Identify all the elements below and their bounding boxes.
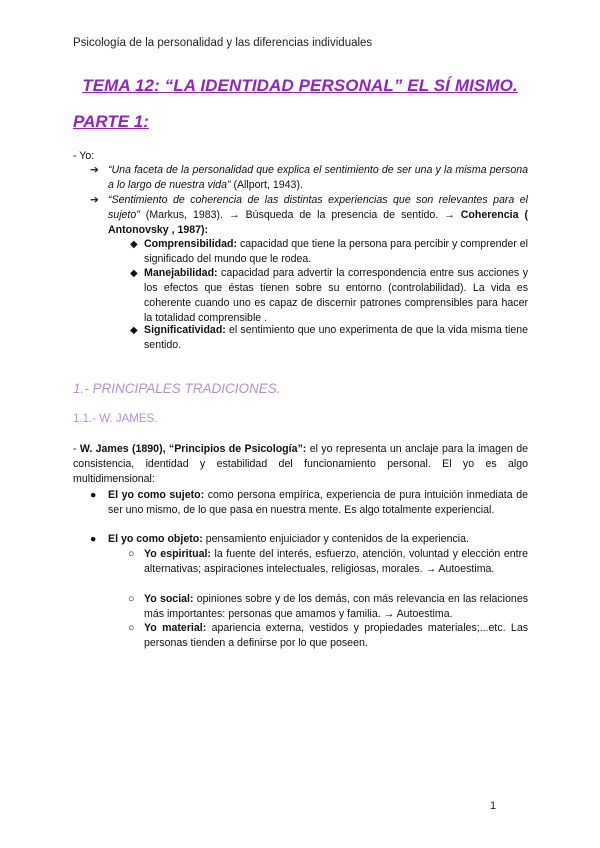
circle-icon: ○ bbox=[128, 548, 135, 560]
quote-text: “Una faceta de la personalidad que explica el sentimiento de ser una y la misma persona a lo largo de nuestra vida” bbox=[108, 164, 528, 191]
coherence-term: Comprensibilidad: bbox=[144, 238, 237, 250]
sub-term: Yo material: bbox=[144, 622, 207, 634]
bullet-term: El yo como objeto: bbox=[108, 533, 203, 545]
coherence-item bbox=[130, 237, 528, 267]
bullet-text: pensamiento enjuiciador y contenidos de la experiencia. bbox=[202, 533, 469, 545]
subsection-heading: 1.1.- W. JAMES. bbox=[73, 413, 158, 425]
coherence-text: capacidad para advertir la correspondencia entre sus acciones y los efectos que éstas tienen sobre su entorno (controlabilidad). La vida es coherente cuando uno es capaz de discernir patrones comprensibles para hacer la totalidad comprensible . bbox=[144, 267, 528, 324]
sub-term: Yo espiritual: bbox=[144, 548, 211, 560]
bullet-icon: ● bbox=[90, 533, 97, 545]
section-heading: 1.- PRINCIPALES TRADICIONES. bbox=[73, 381, 281, 396]
james-text: el yo representa un anclaje para la imagen de consistencia, identidad y estabilidad del funcionamiento personal. El yo es algo multidimensional: bbox=[73, 443, 529, 485]
bullet-text: como persona empírica, experiencia de pura intuición inmediata de ser uno mismo, de lo que pasa en nuestra mente. Es algo totalmente experiencial. bbox=[108, 489, 528, 516]
coherence-term: Manejabilidad: bbox=[144, 267, 218, 279]
coherence-label: Coherencia ( Antonovsky , 1987): bbox=[108, 209, 528, 236]
circle-icon: ○ bbox=[128, 593, 135, 605]
quote-text: “Sentimiento de coherencia de las distintas experiencias que son relevantes para el sujeto” bbox=[108, 194, 528, 221]
james-paragraph: - W. James (1890), “Principios de Psicología”: el yo representa un anclaje para la imagen de consistencia, identidad y estabilidad del funcionamiento personal. El yo es algo multidimensional: bbox=[73, 443, 529, 485]
coherence-text: el sentimiento que uno experimenta de que la vida misma tiene sentido. bbox=[144, 324, 528, 351]
coherence-item bbox=[130, 323, 528, 353]
bullet-icon: ● bbox=[90, 489, 97, 501]
quote-item bbox=[90, 193, 528, 238]
page-title: TEMA 12: “LA IDENTIDAD PERSONAL” EL SÍ MISMO. bbox=[82, 76, 518, 95]
sub-text: apariencia externa, vestidos y propiedades materiales;...etc. Las personas tienden a definirse por lo que poseen. bbox=[144, 622, 529, 649]
running-header: Psicología de la personalidad y las diferencias individuales bbox=[73, 37, 373, 49]
coherence-text: capacidad que tiene la persona para percibir y comprender el significado del mundo que le rodea. bbox=[144, 238, 528, 265]
diamond-icon: ◆ bbox=[130, 325, 138, 336]
sub-text: la fuente del interés, esfuerzo, atención, voluntad y elección entre alternativas; aspiraciones intelectuales, religiosas, morales. → Autoestima. bbox=[144, 548, 528, 575]
sub-item bbox=[128, 547, 528, 577]
coherence-term: Significatividad: bbox=[144, 324, 226, 336]
bullet-term: El yo como sujeto: bbox=[108, 489, 205, 501]
bullet-item bbox=[88, 488, 528, 518]
quote-item bbox=[90, 163, 528, 193]
part-heading: PARTE 1: bbox=[73, 112, 149, 131]
arrow-icon: ➔ bbox=[90, 194, 99, 206]
coherence-item bbox=[130, 266, 528, 326]
sub-term: Yo social: bbox=[144, 593, 194, 605]
arrow-icon: ➔ bbox=[90, 164, 99, 176]
sub-text: opiniones sobre y de los demás, con más relevancia en las relaciones más importantes: personas que amamos y familia. → Autoestima. bbox=[144, 593, 529, 620]
sub-item bbox=[128, 592, 528, 622]
james-citation: W. James (1890), “Principios de Psicología”: bbox=[79, 443, 307, 455]
diamond-icon: ◆ bbox=[130, 268, 138, 279]
diamond-icon: ◆ bbox=[130, 239, 138, 250]
quote-citation: (Allport, 1943). bbox=[230, 179, 303, 191]
circle-icon: ○ bbox=[128, 622, 135, 634]
quote-citation: (Markus, 1983). → Búsqueda de la presencia de sentido. → bbox=[139, 209, 461, 221]
sub-item bbox=[128, 621, 528, 651]
bullet-item bbox=[88, 532, 528, 547]
yo-label: - Yo: bbox=[73, 150, 95, 162]
page-number: 1 bbox=[490, 800, 497, 812]
